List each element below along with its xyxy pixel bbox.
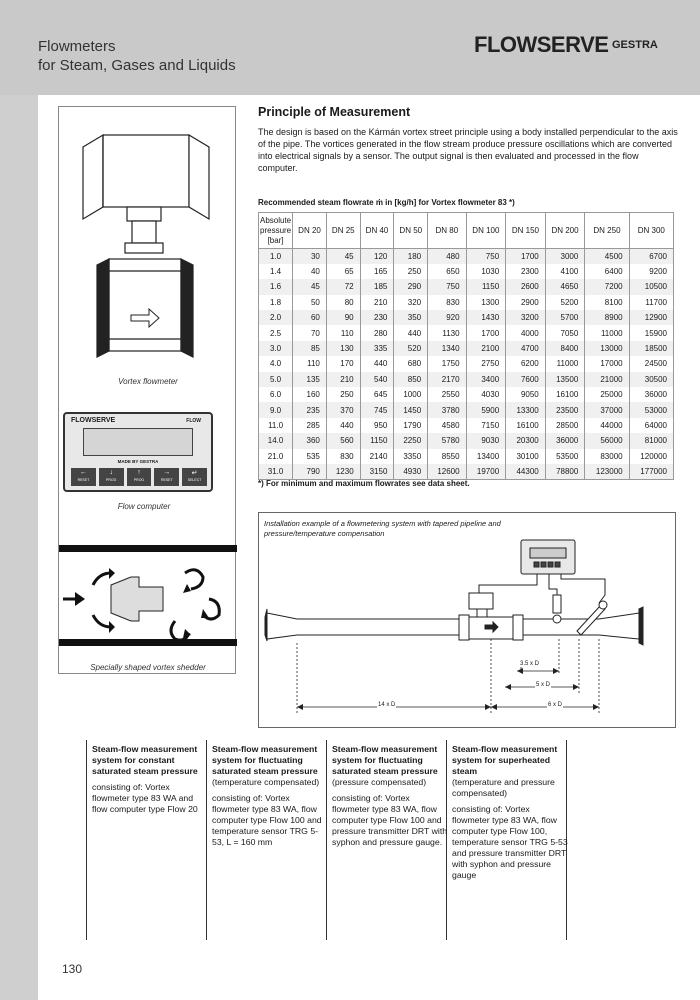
flowrate-cell: 850: [394, 372, 428, 387]
illustration-panel: [58, 106, 236, 674]
flowrate-cell: 45: [326, 249, 360, 264]
header-title: [38, 37, 236, 75]
page-header: [0, 0, 700, 95]
flowrate-cell: 64000: [629, 418, 673, 433]
flowrate-cell: 4500: [585, 249, 629, 264]
table-row: [259, 449, 674, 464]
flowrate-cell: 16100: [506, 418, 546, 433]
flowrate-cell: 2900: [506, 295, 546, 310]
table-row: [259, 418, 674, 433]
flowrate-cell: 1150: [466, 279, 506, 294]
pressure-cell: 9.0: [259, 402, 293, 417]
flowrate-cell: 4100: [545, 264, 585, 279]
flowrate-cell: 370: [326, 402, 360, 417]
flowrate-cell: 8100: [585, 295, 629, 310]
flowrate-cell: 2100: [466, 341, 506, 356]
flowrate-cell: 1230: [326, 464, 360, 479]
pressure-cell: 1.4: [259, 264, 293, 279]
computer-caption: Flow computer: [117, 502, 171, 511]
header-title-line2: for Steam, Gases and Liquids: [38, 57, 236, 74]
flowrate-cell: 15900: [629, 325, 673, 340]
table-row: [259, 356, 674, 371]
logo-sub-text: GESTRA: [612, 39, 658, 51]
flowrate-cell: 78800: [545, 464, 585, 479]
pressure-cell: 21.0: [259, 449, 293, 464]
system-body: consisting of: Vortex flowmeter type 83 WA, flow computer type Flow 100 and pressure transmitter DRT with syphon and pressure gauge.: [332, 793, 448, 847]
flowrate-cell: 5900: [466, 402, 506, 417]
flowrate-cell: 8550: [428, 449, 466, 464]
column-header: DN 80: [428, 213, 466, 249]
flowrate-cell: 3350: [394, 449, 428, 464]
table-row: [259, 264, 674, 279]
flowrate-cell: 2300: [506, 264, 546, 279]
table-header-row: [259, 213, 674, 249]
device-button-prog-down[interactable]: [99, 468, 124, 486]
flowrate-cell: 11000: [585, 325, 629, 340]
flowrate-cell: 11700: [629, 295, 673, 310]
flowrate-cell: 70: [293, 325, 327, 340]
flowserve-logo: [474, 32, 674, 62]
device-made-by: MADE BY GESTRA: [117, 459, 159, 464]
device-button-reset[interactable]: [71, 468, 96, 486]
flowrate-cell: 21000: [585, 372, 629, 387]
device-button-label: RESET: [160, 478, 173, 482]
flowrate-cell: 85: [293, 341, 327, 356]
flowrate-cell: 13400: [466, 449, 506, 464]
flowrate-cell: 2140: [360, 449, 394, 464]
flowrate-cell: 185: [360, 279, 394, 294]
installation-diagram: [258, 512, 676, 728]
flowrate-cell: 120: [360, 249, 394, 264]
flowrate-cell: 135: [293, 372, 327, 387]
system-subheading: (temperature and pressure compensated): [452, 777, 555, 798]
dim-label-3-5d: 3.5 x D: [520, 661, 540, 667]
flowrate-cell: 2750: [466, 356, 506, 371]
flowrate-cell: 750: [428, 279, 466, 294]
device-button-row: [71, 468, 207, 486]
flowrate-cell: 440: [326, 418, 360, 433]
flowrate-cell: 830: [428, 295, 466, 310]
flowrate-cell: 8900: [585, 310, 629, 325]
system-heading: Steam-flow measurement system for superheated steam: [452, 744, 558, 776]
pressure-cell: 14.0: [259, 433, 293, 448]
flowrate-cell: 250: [326, 387, 360, 402]
table-row: [259, 279, 674, 294]
table-row: [259, 341, 674, 356]
flowrate-cell: 7200: [585, 279, 629, 294]
flowrate-cell: 540: [360, 372, 394, 387]
flowrate-cell: 13500: [545, 372, 585, 387]
flowrate-cell: 250: [394, 264, 428, 279]
flowrate-cell: 8400: [545, 341, 585, 356]
flowrate-cell: 80: [326, 295, 360, 310]
pressure-header: Absolute pressure [bar]: [259, 213, 293, 249]
flowrate-cell: 210: [360, 295, 394, 310]
flowrate-cell: 81000: [629, 433, 673, 448]
vortex-shedder-illustration: [59, 539, 237, 664]
flowrate-cell: 16100: [545, 387, 585, 402]
flowrate-cell: 13300: [506, 402, 546, 417]
flowrate-cell: 90: [326, 310, 360, 325]
device-button-label: PROG: [133, 478, 145, 482]
flowrate-cell: 110: [326, 325, 360, 340]
logo-main-text: FLOWSERVE: [474, 32, 609, 57]
section-heading: Principle of Measurement: [258, 105, 411, 119]
left-margin-band: [0, 95, 38, 1000]
flowrate-cell: 1430: [466, 310, 506, 325]
flowrate-cell: 285: [293, 418, 327, 433]
flowrate-cell: 2550: [428, 387, 466, 402]
flowrate-cell: 65: [326, 264, 360, 279]
flowrate-cell: 1000: [394, 387, 428, 402]
flowrate-cell: 680: [394, 356, 428, 371]
flowrate-cell: 30: [293, 249, 327, 264]
device-button-reset-right[interactable]: [154, 468, 179, 486]
flowrate-cell: 5700: [545, 310, 585, 325]
flowrate-cell: 30500: [629, 372, 673, 387]
flowrate-cell: 950: [360, 418, 394, 433]
flowrate-cell: 11000: [545, 356, 585, 371]
pressure-cell: 4.0: [259, 356, 293, 371]
flowrate-cell: 3150: [360, 464, 394, 479]
flowrate-cell: 9030: [466, 433, 506, 448]
flowrate-table: [258, 212, 674, 480]
device-button-prog-up[interactable]: [127, 468, 152, 486]
flowrate-cell: 4930: [394, 464, 428, 479]
flowrate-cell: 56000: [585, 433, 629, 448]
table-row: [259, 464, 674, 479]
flowrate-cell: 165: [360, 264, 394, 279]
flowrate-cell: 23500: [545, 402, 585, 417]
flowrate-cell: 4700: [506, 341, 546, 356]
flowrate-cell: 5200: [545, 295, 585, 310]
flowrate-cell: 790: [293, 464, 327, 479]
flowrate-cell: 44000: [585, 418, 629, 433]
device-button-label: SELECT: [187, 478, 202, 482]
pressure-cell: 2.5: [259, 325, 293, 340]
flowrate-cell: 36000: [629, 387, 673, 402]
flowrate-cell: 830: [326, 449, 360, 464]
flowrate-cell: 72: [326, 279, 360, 294]
column-header: DN 20: [293, 213, 327, 249]
flowrate-cell: 13000: [585, 341, 629, 356]
flowrate-cell: 1340: [428, 341, 466, 356]
column-header: DN 50: [394, 213, 428, 249]
column-header: DN 40: [360, 213, 394, 249]
dim-label-14d: 14 x D: [378, 702, 396, 708]
flowrate-cell: 3000: [545, 249, 585, 264]
flowrate-cell: 3200: [506, 310, 546, 325]
flowrate-cell: 24500: [629, 356, 673, 371]
flowrate-cell: 53500: [545, 449, 585, 464]
flowrate-cell: 17000: [585, 356, 629, 371]
flowrate-cell: 4580: [428, 418, 466, 433]
flowrate-cell: 1450: [394, 402, 428, 417]
flowrate-cell: 60: [293, 310, 327, 325]
flowrate-cell: 130: [326, 341, 360, 356]
pressure-cell: 1.8: [259, 295, 293, 310]
flowrate-cell: 280: [360, 325, 394, 340]
device-display: [83, 428, 193, 456]
flowrate-cell: 3400: [466, 372, 506, 387]
flowrate-cell: 6200: [506, 356, 546, 371]
system-body: consisting of: Vortex flowmeter type 83 WA and flow computer type Flow 20: [92, 782, 198, 814]
flowrate-cell: 45: [293, 279, 327, 294]
device-flow-label: FLOW: [186, 418, 201, 424]
pressure-cell: 3.0: [259, 341, 293, 356]
table-row: [259, 310, 674, 325]
table-row: [259, 402, 674, 417]
flowrate-cell: 44300: [506, 464, 546, 479]
flowrate-cell: 160: [293, 387, 327, 402]
flowrate-cell: 290: [394, 279, 428, 294]
flowrate-cell: 920: [428, 310, 466, 325]
flowrate-cell: 560: [326, 433, 360, 448]
flowrate-cell: 440: [394, 325, 428, 340]
installation-caption: Installation example of a flowmetering system with tapered pipeline and pressure/temperature compensation: [264, 519, 501, 538]
flowrate-cell: 1300: [466, 295, 506, 310]
flowrate-cell: 123000: [585, 464, 629, 479]
system-column-3: [332, 744, 448, 944]
pressure-cell: 11.0: [259, 418, 293, 433]
flowrate-cell: 30100: [506, 449, 546, 464]
flowrate-cell: 2170: [428, 372, 466, 387]
table-row: [259, 433, 674, 448]
pressure-cell: 1.0: [259, 249, 293, 264]
pressure-cell: 5.0: [259, 372, 293, 387]
system-column-1: [92, 744, 208, 944]
flowrate-cell: 36000: [545, 433, 585, 448]
flowrate-cell: 12900: [629, 310, 673, 325]
table-row: [259, 325, 674, 340]
left-arrow-icon: ←: [79, 469, 87, 476]
flowrate-cell: 230: [360, 310, 394, 325]
pressure-cell: 2.0: [259, 310, 293, 325]
flowrate-cell: 18500: [629, 341, 673, 356]
table-row: [259, 372, 674, 387]
system-heading: Steam-flow measurement system for fluctuating saturated steam pressure: [212, 744, 318, 776]
column-header: DN 150: [506, 213, 546, 249]
system-heading: Steam-flow measurement system for fluctuating saturated steam pressure: [332, 744, 438, 776]
system-body: consisting of: Vortex flowmeter type 83 WA, flow computer type Flow 100, temperature sensor TRG 5-53 and pressure transmitter DRT with syphon and pressure gauge: [452, 804, 568, 880]
flowrate-cell: 480: [428, 249, 466, 264]
flowrate-cell: 1700: [466, 325, 506, 340]
flowrate-cell: 520: [394, 341, 428, 356]
device-button-label: PROG: [106, 478, 117, 482]
installation-drawing: [259, 513, 677, 729]
flowrate-cell: 28500: [545, 418, 585, 433]
table-row: [259, 295, 674, 310]
flowrate-cell: 4000: [506, 325, 546, 340]
system-column-2: [212, 744, 328, 944]
principle-text: The design is based on the Kármán vortex street principle using a body installed perpendicular to the axis of the pipe. The vortices generated in the flow stream produce pressure oscillations which are converted into electrical signals by a sensor. The output signal is then evaluated and processed in the flow computer.: [258, 127, 678, 173]
flowrate-cell: 40: [293, 264, 327, 279]
system-column-4: [452, 744, 568, 944]
flowrate-cell: 210: [326, 372, 360, 387]
system-heading: Steam-flow measurement system for constant saturated steam pressure: [92, 744, 198, 776]
column-header: DN 200: [545, 213, 585, 249]
flowrate-cell: 53000: [629, 402, 673, 417]
vortex-caption: Vortex flowmeter: [118, 377, 178, 386]
flowrate-cell: 745: [360, 402, 394, 417]
device-button-select[interactable]: [182, 468, 207, 486]
flowrate-cell: 360: [293, 433, 327, 448]
flowrate-cell: 1130: [428, 325, 466, 340]
flowrate-cell: 10500: [629, 279, 673, 294]
device-button-label: RESET: [77, 478, 90, 482]
flowrate-cell: 110: [293, 356, 327, 371]
system-subheading: (temperature compensated): [212, 777, 320, 787]
vortex-flowmeter-illustration: [59, 107, 237, 397]
flowrate-cell: 645: [360, 387, 394, 402]
flowrate-cell: 650: [428, 264, 466, 279]
flowrate-cell: 9200: [629, 264, 673, 279]
column-divider: [86, 740, 87, 940]
select-arrow-icon: ↵: [191, 470, 198, 477]
flowrate-cell: 235: [293, 402, 327, 417]
flowrate-cell: 19700: [466, 464, 506, 479]
pressure-cell: 31.0: [259, 464, 293, 479]
flowrate-cell: 6700: [629, 249, 673, 264]
table-row: [259, 249, 674, 264]
flowrate-cell: 1790: [394, 418, 428, 433]
flowrate-cell: 7150: [466, 418, 506, 433]
flowrate-cell: 20300: [506, 433, 546, 448]
flowrate-cell: 7050: [545, 325, 585, 340]
flowrate-cell: 1700: [506, 249, 546, 264]
up-arrow-icon: ↑: [137, 469, 141, 476]
flowrate-cell: 5780: [428, 433, 466, 448]
flowrate-cell: 25000: [585, 387, 629, 402]
flowrate-cell: 2600: [506, 279, 546, 294]
column-header: DN 250: [585, 213, 629, 249]
flowrate-cell: 7600: [506, 372, 546, 387]
column-header: DN 25: [326, 213, 360, 249]
right-arrow-icon: →: [163, 469, 171, 476]
down-arrow-icon: ↓: [109, 469, 113, 476]
flow-computer-device: [63, 412, 213, 492]
flowrate-cell: 335: [360, 341, 394, 356]
flowrate-cell: 350: [394, 310, 428, 325]
flowrate-cell: 83000: [585, 449, 629, 464]
column-header: DN 300: [629, 213, 673, 249]
flowrate-cell: 6400: [585, 264, 629, 279]
flowrate-cell: 37000: [585, 402, 629, 417]
flowrate-cell: 120000: [629, 449, 673, 464]
flowrate-cell: 4030: [466, 387, 506, 402]
system-body: consisting of: Vortex flowmeter type 83 WA, flow computer type Flow 100 and temperature sensor TRG 5-53, L = 160 mm: [212, 793, 322, 847]
flowrate-cell: 1750: [428, 356, 466, 371]
dim-label-5d: 5 x D: [536, 682, 551, 688]
device-brand: FLOWSERVE: [71, 417, 116, 424]
flowrate-cell: 750: [466, 249, 506, 264]
flowrate-cell: 320: [394, 295, 428, 310]
flowrate-cell: 1150: [360, 433, 394, 448]
flowrate-cell: 9050: [506, 387, 546, 402]
flowrate-cell: 180: [394, 249, 428, 264]
flowrate-cell: 12600: [428, 464, 466, 479]
pressure-cell: 6.0: [259, 387, 293, 402]
table-title: Recommended steam flowrate ṁ in [kg/h] for Vortex flowmeter 83 *): [258, 198, 515, 207]
flowrate-cell: 177000: [629, 464, 673, 479]
header-title-line1: Flowmeters: [38, 38, 116, 55]
column-header: DN 100: [466, 213, 506, 249]
pressure-cell: 1.6: [259, 279, 293, 294]
flowrate-cell: 2250: [394, 433, 428, 448]
flowrate-cell: 3780: [428, 402, 466, 417]
shedder-caption: Specially shaped vortex shedder: [90, 663, 206, 672]
flowrate-cell: 4650: [545, 279, 585, 294]
table-footnote: *) For minimum and maximum flowrates see data sheet.: [258, 479, 470, 488]
table-row: [259, 387, 674, 402]
page-number: 130: [62, 962, 83, 976]
dim-label-6d: 6 x D: [548, 702, 563, 708]
flowrate-cell: 50: [293, 295, 327, 310]
system-subheading: (pressure compensated): [332, 777, 427, 787]
flowrate-cell: 535: [293, 449, 327, 464]
flowrate-cell: 170: [326, 356, 360, 371]
flowrate-cell: 440: [360, 356, 394, 371]
flowrate-cell: 1030: [466, 264, 506, 279]
